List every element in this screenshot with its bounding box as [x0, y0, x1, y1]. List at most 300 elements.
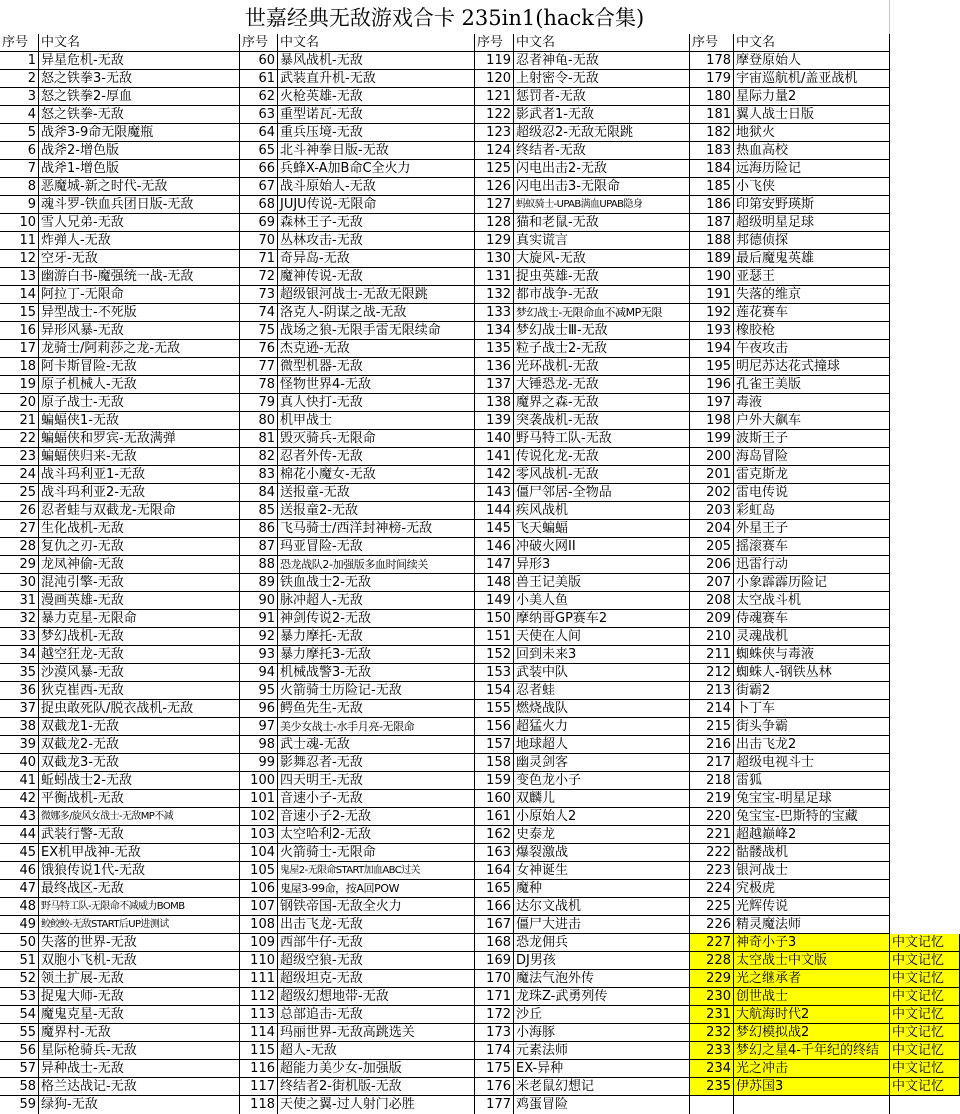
table-row [0, 142, 960, 160]
game-name: 狄克崔西-无敌 [39, 682, 240, 700]
game-number: 198 [690, 412, 734, 430]
game-name: 双麟儿 [514, 790, 690, 808]
game-number: 124 [475, 142, 514, 160]
game-name: 阿拉丁-无限命 [39, 286, 240, 304]
game-number: 190 [690, 268, 734, 286]
game-number: 216 [690, 736, 734, 754]
game-name: 超能力美少女-加强版 [278, 1060, 475, 1078]
game-name: 梦幻之星4-千年纪的终结 [734, 1042, 890, 1060]
game-name: 魂斗罗-铁血兵团日版-无敌 [39, 196, 240, 214]
memory-note [890, 646, 960, 664]
game-number: 1 [0, 52, 39, 70]
game-name: 暴力摩托3-无敌 [278, 646, 475, 664]
game-number: 73 [240, 286, 278, 304]
game-number: 215 [690, 718, 734, 736]
memory-note [890, 106, 960, 124]
memory-note [890, 214, 960, 232]
table-row [0, 844, 960, 862]
game-name: 捉鬼大师-无敌 [39, 988, 240, 1006]
game-name: 精灵魔法师 [734, 916, 890, 934]
game-number: 166 [475, 898, 514, 916]
sheet-title: 世嘉经典无敌游戏合卡 235in1(hack合集) [244, 6, 645, 30]
game-name: 魔法气泡外传 [514, 970, 690, 988]
game-number: 19 [0, 376, 39, 394]
game-number: 86 [240, 520, 278, 538]
memory-note [890, 304, 960, 322]
table-row [0, 1006, 960, 1024]
game-name: 僵尸邻居-全物品 [514, 484, 690, 502]
game-name: 暴力摩托-无敌 [278, 628, 475, 646]
game-name: 超越巅峰2 [734, 826, 890, 844]
memory-note: 中文记忆 [890, 1042, 960, 1060]
game-name: 超级空狼-无敌 [278, 952, 475, 970]
game-number: 15 [0, 304, 39, 322]
game-name: 饿狼传说1代-无敌 [39, 862, 240, 880]
game-number: 54 [0, 1006, 39, 1024]
game-number: 12 [0, 250, 39, 268]
game-name: 回到未来3 [514, 646, 690, 664]
game-name: 捉虫英雄-无敌 [514, 268, 690, 286]
game-number: 89 [240, 574, 278, 592]
header-name-1: 中文名 [39, 34, 240, 52]
game-name: 奇异岛-无敌 [278, 250, 475, 268]
game-name: 格兰达战记-无敌 [39, 1078, 240, 1096]
game-number: 178 [690, 52, 734, 70]
game-name: 超猛火力 [514, 718, 690, 736]
game-name: 原子战士-无敌 [39, 394, 240, 412]
game-name: 摩纳哥GP赛车2 [514, 610, 690, 628]
game-number: 45 [0, 844, 39, 862]
game-number: 10 [0, 214, 39, 232]
game-name: 邦德侦探 [734, 232, 890, 250]
memory-note [890, 358, 960, 376]
game-number: 230 [690, 988, 734, 1006]
game-name: 疾风战机 [514, 502, 690, 520]
game-name: 美少女战士-水手月亮-无限命 [278, 718, 475, 736]
game-name: 亚瑟王 [734, 268, 890, 286]
game-name: 燃烧战队 [514, 700, 690, 718]
game-number: 69 [240, 214, 278, 232]
game-number: 214 [690, 700, 734, 718]
game-number: 41 [0, 772, 39, 790]
game-name: 音速小子2-无敌 [278, 808, 475, 826]
game-number: 202 [690, 484, 734, 502]
table-row [0, 826, 960, 844]
game-name: 真人快打-无敌 [278, 394, 475, 412]
game-name: 光之继承者 [734, 970, 890, 988]
game-number: 132 [475, 286, 514, 304]
game-number: 76 [240, 340, 278, 358]
game-name: 光之冲击 [734, 1060, 890, 1078]
game-number: 58 [0, 1078, 39, 1096]
game-number: 123 [475, 124, 514, 142]
memory-note [890, 376, 960, 394]
table-row [0, 160, 960, 178]
game-name: 摇滚赛车 [734, 538, 890, 556]
game-number: 181 [690, 106, 734, 124]
game-name: 总部追击-无敌 [278, 1006, 475, 1024]
game-name: 恐龙战队2-加强版多血时间续关 [278, 556, 475, 574]
game-number: 226 [690, 916, 734, 934]
game-name: 魔种 [514, 880, 690, 898]
game-name: 蚯蚓战士2-无敌 [39, 772, 240, 790]
game-name: 蚂蚁骑士-UPAB满血UPAB隐身 [514, 196, 690, 214]
game-name: 异星危机-无敌 [39, 52, 240, 70]
game-name: 小美人鱼 [514, 592, 690, 610]
game-number: 4 [0, 106, 39, 124]
memory-note [890, 484, 960, 502]
table-row [0, 736, 960, 754]
game-name: 原子机械人-无敌 [39, 376, 240, 394]
game-name: 复仇之刃-无敌 [39, 538, 240, 556]
game-number: 108 [240, 916, 278, 934]
table-row [0, 772, 960, 790]
game-number: 205 [690, 538, 734, 556]
game-name: 魔神传说-无敌 [278, 268, 475, 286]
game-name: 天使在人间 [514, 628, 690, 646]
game-number: 53 [0, 988, 39, 1006]
game-number: 37 [0, 700, 39, 718]
game-name: 鲛鲛鲛-无敌START后UP进测试 [39, 916, 240, 934]
game-number: 147 [475, 556, 514, 574]
game-number: 22 [0, 430, 39, 448]
game-name: 送报童2-无敌 [278, 502, 475, 520]
table-row [0, 70, 960, 88]
game-name: 猫和老鼠-无敌 [514, 214, 690, 232]
game-name: 银河战士 [734, 862, 890, 880]
memory-note: 中文记忆 [890, 952, 960, 970]
memory-note [890, 412, 960, 430]
game-name: 玛丽世界-无敌高跳选关 [278, 1024, 475, 1042]
game-number: 130 [475, 250, 514, 268]
game-number: 43 [0, 808, 39, 826]
game-name: 僵尸大进击 [514, 916, 690, 934]
game-number: 169 [475, 952, 514, 970]
game-number: 51 [0, 952, 39, 970]
game-number: 83 [240, 466, 278, 484]
game-name: 大旋风-无敌 [514, 250, 690, 268]
game-number: 92 [240, 628, 278, 646]
game-name: 西部牛仔-无敌 [278, 934, 475, 952]
game-number: 106 [240, 880, 278, 898]
memory-note [890, 250, 960, 268]
game-name: 影舞忍者-无敌 [278, 754, 475, 772]
game-number: 101 [240, 790, 278, 808]
game-number: 71 [240, 250, 278, 268]
game-name: 领土扩展-无敌 [39, 970, 240, 988]
memory-note [890, 322, 960, 340]
game-number: 207 [690, 574, 734, 592]
game-number: 162 [475, 826, 514, 844]
game-name: 战斗玛利亚2-无敌 [39, 484, 240, 502]
game-name: 灵魂战机 [734, 628, 890, 646]
game-number: 75 [240, 322, 278, 340]
game-number: 56 [0, 1042, 39, 1060]
game-name: 双截龙3-无敌 [39, 754, 240, 772]
game-name: 幽灵剑客 [514, 754, 690, 772]
divider [889, 0, 890, 34]
memory-note [890, 538, 960, 556]
game-number: 17 [0, 340, 39, 358]
game-name: 忍者蛙 [514, 682, 690, 700]
table-row [0, 682, 960, 700]
game-name: 彩虹岛 [734, 502, 890, 520]
table-row [0, 538, 960, 556]
game-number: 139 [475, 412, 514, 430]
header-extra [890, 34, 960, 52]
table-row [0, 988, 960, 1006]
game-number: 80 [240, 412, 278, 430]
game-number: 52 [0, 970, 39, 988]
table-row [0, 520, 960, 538]
game-name: 远海历险记 [734, 160, 890, 178]
game-number: 36 [0, 682, 39, 700]
game-number: 128 [475, 214, 514, 232]
game-name: 怒之铁拳-无敌 [39, 106, 240, 124]
memory-note [890, 844, 960, 862]
game-number: 33 [0, 628, 39, 646]
game-number: 28 [0, 538, 39, 556]
game-name: 怒之铁拳3-无敌 [39, 70, 240, 88]
game-number: 13 [0, 268, 39, 286]
game-number: 55 [0, 1024, 39, 1042]
game-number: 97 [240, 718, 278, 736]
game-name: 变色龙小子 [514, 772, 690, 790]
game-name: 机械战警3-无敌 [278, 664, 475, 682]
game-number: 229 [690, 970, 734, 988]
game-name: 超级电视斗士 [734, 754, 890, 772]
game-number: 23 [0, 448, 39, 466]
game-name: 四天明王-无敌 [278, 772, 475, 790]
table-row [0, 808, 960, 826]
game-name: 小飞侠 [734, 178, 890, 196]
game-name: 太空战士中文版 [734, 952, 890, 970]
game-number: 212 [690, 664, 734, 682]
game-number: 14 [0, 286, 39, 304]
game-name: 炸弹人-无敌 [39, 232, 240, 250]
game-name: 鬼屋2-无限命START加血ABC过关 [278, 862, 475, 880]
memory-note: 中文记忆 [890, 1060, 960, 1078]
game-number: 44 [0, 826, 39, 844]
table-row [0, 754, 960, 772]
game-number: 110 [240, 952, 278, 970]
game-number: 140 [475, 430, 514, 448]
game-name: 怒之铁拳2-厚血 [39, 88, 240, 106]
game-name: 铁血战士2-无敌 [278, 574, 475, 592]
game-number: 57 [0, 1060, 39, 1078]
game-name: 野马特工队-无敌 [514, 430, 690, 448]
game-number: 24 [0, 466, 39, 484]
memory-note [890, 466, 960, 484]
game-name: 火箭骑士历险记-无敌 [278, 682, 475, 700]
game-number: 29 [0, 556, 39, 574]
game-number: 135 [475, 340, 514, 358]
memory-note [890, 610, 960, 628]
game-number: 164 [475, 862, 514, 880]
game-number: 157 [475, 736, 514, 754]
game-name: 兵蜂X-A加B命C全火力 [278, 160, 475, 178]
game-number: 189 [690, 250, 734, 268]
game-name: 音速小子-无敌 [278, 790, 475, 808]
game-number: 219 [690, 790, 734, 808]
game-name: 捉虫敢死队/脱衣战机-无敌 [39, 700, 240, 718]
memory-note [890, 592, 960, 610]
game-name: 超级明星足球 [734, 214, 890, 232]
game-number: 184 [690, 160, 734, 178]
game-name: 冲破火网II [514, 538, 690, 556]
game-name: 究极虎 [734, 880, 890, 898]
game-number: 59 [0, 1096, 39, 1114]
table-row [0, 448, 960, 466]
game-number: 172 [475, 1006, 514, 1024]
game-name: 忍者蛙与双截龙-无限命 [39, 502, 240, 520]
header-name-4: 中文名 [734, 34, 890, 52]
game-number: 155 [475, 700, 514, 718]
game-number: 77 [240, 358, 278, 376]
memory-note [890, 1096, 960, 1114]
game-name: 神奇小子3 [734, 934, 890, 952]
game-number: 177 [475, 1096, 514, 1114]
game-name: 超级坦克-无敌 [278, 970, 475, 988]
game-number: 227 [690, 934, 734, 952]
memory-note [890, 808, 960, 826]
memory-note [890, 340, 960, 358]
game-name: 恶魔城-新之时代-无敌 [39, 178, 240, 196]
game-name: 星际力量2 [734, 88, 890, 106]
game-name: 爆裂激战 [514, 844, 690, 862]
game-name: 恐龙佣兵 [514, 934, 690, 952]
game-number: 211 [690, 646, 734, 664]
game-name: 上射密令-无敌 [514, 70, 690, 88]
game-name: 失落的维京 [734, 286, 890, 304]
table-row [0, 232, 960, 250]
game-name: 送报童-无敌 [278, 484, 475, 502]
game-name: 侍魂赛车 [734, 610, 890, 628]
game-name: 超级银河战士-无敌无限跳 [278, 286, 475, 304]
memory-note [890, 394, 960, 412]
memory-note [890, 880, 960, 898]
game-name: 大航海时代2 [734, 1006, 890, 1024]
game-name: 光环战机-无敌 [514, 358, 690, 376]
memory-note [890, 628, 960, 646]
memory-note [890, 124, 960, 142]
game-name: JUJU传说-无限命 [278, 196, 475, 214]
game-name: 梦幻战士-无限命血不减MP无限 [514, 304, 690, 322]
game-name: 生化战机-无敌 [39, 520, 240, 538]
table-row [0, 1060, 960, 1078]
game-number: 225 [690, 898, 734, 916]
game-name: 武装行警-无敌 [39, 826, 240, 844]
table-header-row [0, 34, 960, 52]
game-number: 32 [0, 610, 39, 628]
game-name: 翼人战士日版 [734, 106, 890, 124]
game-name: 海岛冒险 [734, 448, 890, 466]
game-name: 雷克斯龙 [734, 466, 890, 484]
game-name: 武士魂-无敌 [278, 736, 475, 754]
game-name: 北斗神拳日版-无敌 [278, 142, 475, 160]
table-row [0, 322, 960, 340]
table-row [0, 304, 960, 322]
game-name: 阿卡斯冒险-无敌 [39, 358, 240, 376]
game-name: 兔宝宝-巴斯特的宝藏 [734, 808, 890, 826]
game-name: 异型战士-不死版 [39, 304, 240, 322]
game-name: 女神诞生 [514, 862, 690, 880]
game-number: 136 [475, 358, 514, 376]
game-number: 138 [475, 394, 514, 412]
game-name: 微娜多/旋风女战士-无敌MP不减 [39, 808, 240, 826]
game-name: 空牙-无敌 [39, 250, 240, 268]
game-number: 107 [240, 898, 278, 916]
table-row [0, 394, 960, 412]
game-number: 3 [0, 88, 39, 106]
game-number: 7 [0, 160, 39, 178]
game-number: 11 [0, 232, 39, 250]
game-number: 152 [475, 646, 514, 664]
game-name: 明尼苏达花式撞球 [734, 358, 890, 376]
game-name: 达尔文战机 [514, 898, 690, 916]
game-number: 158 [475, 754, 514, 772]
game-name: 玛亚冒险-无敌 [278, 538, 475, 556]
game-name: EX-异种 [514, 1060, 690, 1078]
game-number: 127 [475, 196, 514, 214]
game-name: 波斯王子 [734, 430, 890, 448]
game-number: 90 [240, 592, 278, 610]
game-number: 40 [0, 754, 39, 772]
game-name: EX机甲战神-无敌 [39, 844, 240, 862]
game-number: 116 [240, 1060, 278, 1078]
game-number: 16 [0, 322, 39, 340]
game-number: 151 [475, 628, 514, 646]
game-number: 63 [240, 106, 278, 124]
memory-note [890, 862, 960, 880]
game-name: 天使之翼-过人射门必胜 [278, 1096, 475, 1114]
game-number [690, 1096, 734, 1114]
game-number: 48 [0, 898, 39, 916]
game-number: 150 [475, 610, 514, 628]
game-number: 182 [690, 124, 734, 142]
memory-note [890, 178, 960, 196]
game-number: 74 [240, 304, 278, 322]
table-row [0, 268, 960, 286]
game-number: 209 [690, 610, 734, 628]
table-row [0, 340, 960, 358]
game-number: 113 [240, 1006, 278, 1024]
game-number: 88 [240, 556, 278, 574]
game-name: 出击飞龙2 [734, 736, 890, 754]
game-number: 114 [240, 1024, 278, 1042]
game-name: 蜘蛛侠与毒液 [734, 646, 890, 664]
memory-note [890, 142, 960, 160]
game-name: 战斗玛利亚1-无敌 [39, 466, 240, 484]
game-name: 地狱火 [734, 124, 890, 142]
game-number: 109 [240, 934, 278, 952]
game-number: 149 [475, 592, 514, 610]
game-name: 丛林攻击-无敌 [278, 232, 475, 250]
game-name: 失落的世界-无敌 [39, 934, 240, 952]
game-number: 34 [0, 646, 39, 664]
game-name: 出击飞龙-无敌 [278, 916, 475, 934]
table-row [0, 214, 960, 232]
game-name: 龙珠Z-武勇列传 [514, 988, 690, 1006]
game-name: 都市战争-无敌 [514, 286, 690, 304]
game-number: 104 [240, 844, 278, 862]
table-row [0, 412, 960, 430]
game-number: 66 [240, 160, 278, 178]
table-row [0, 1096, 960, 1114]
table-row [0, 178, 960, 196]
game-number: 85 [240, 502, 278, 520]
game-name: 超级忍2-无敌无限跳 [514, 124, 690, 142]
